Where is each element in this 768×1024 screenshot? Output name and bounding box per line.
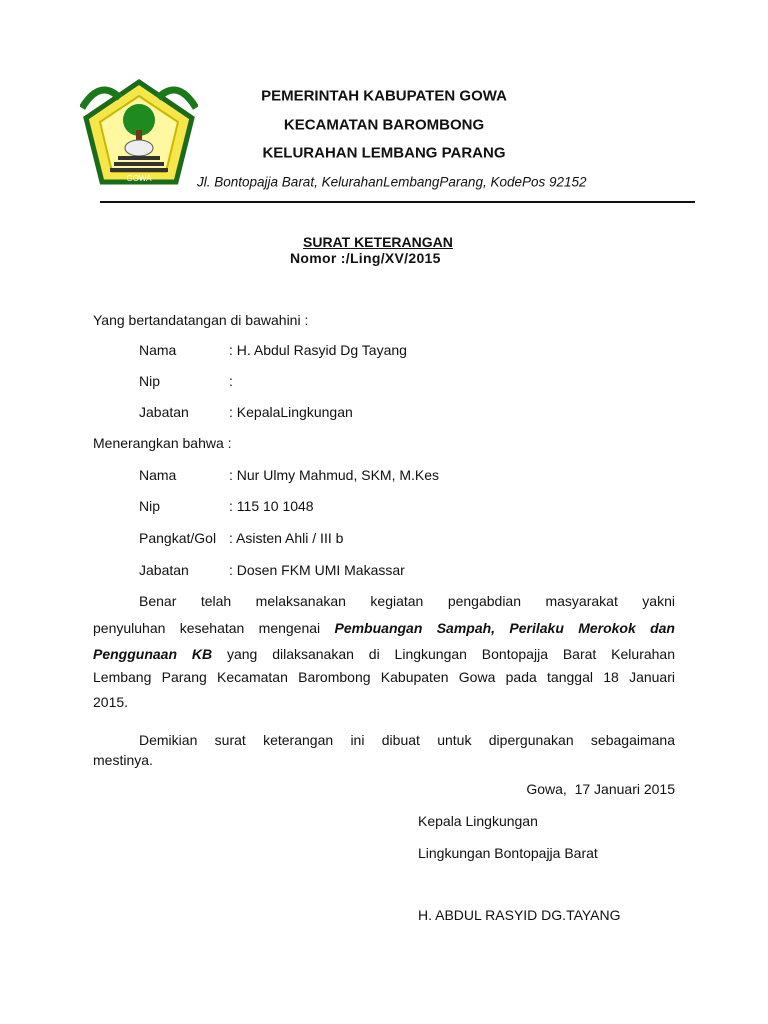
- header-government: PEMERINTAH KABUPATEN GOWA: [261, 87, 507, 105]
- signer-nip-label: Nip: [139, 373, 161, 389]
- subject-name-label: Nama: [139, 467, 177, 483]
- subject-nip-label: Nip: [139, 498, 161, 514]
- text: penyuluhan kesehatan mengenai: [93, 620, 335, 636]
- body-paragraph-line: Benar telah melaksanakan kegiatan pengabdian masyarakat yakni: [139, 593, 675, 609]
- closing-paragraph-line: mestinya.: [93, 752, 153, 768]
- subject-position-value: : Dosen FKM UMI Makassar: [229, 562, 405, 578]
- letter-title: SURAT KETERANGAN: [303, 234, 453, 250]
- signer-title: Kepala Lingkungan: [418, 813, 538, 829]
- svg-text:GOWA: GOWA: [126, 174, 152, 183]
- subject-name-value: : Nur Ulmy Mahmud, SKM, M.Kes: [229, 467, 440, 483]
- signer-name-label: Nama: [139, 342, 177, 358]
- intro-text: Yang bertandatangan di bawahini :: [93, 312, 309, 328]
- body-paragraph-line: [93, 646, 675, 662]
- header-address: Jl. Bontopajja Barat, KelurahanLembangParang, KodePos 92152: [197, 174, 587, 190]
- closing-paragraph-line: Demikian surat keterangan ini dibuat untuk dipergunakan sebagaimana: [139, 732, 675, 748]
- header-divider: [100, 201, 695, 203]
- body-paragraph-line: [93, 620, 675, 636]
- signer-name-value: : H. Abdul Rasyid Dg Tayang: [229, 342, 407, 358]
- subject-rank-label: Pangkat/Gol: [139, 530, 217, 546]
- subject-position-label: Jabatan: [139, 562, 189, 578]
- place-date: Gowa, 17 Januari 2015: [526, 781, 675, 797]
- signer-nip-value: :: [229, 373, 233, 389]
- signer-position-label: Jabatan: [139, 404, 189, 420]
- header-village: KELURAHAN LEMBANG PARANG: [262, 144, 506, 162]
- explains-text: Menerangkan bahwa :: [93, 435, 232, 451]
- header-district: KECAMATAN BAROMBONG: [283, 116, 485, 134]
- signer-name: H. ABDUL RASYID DG.TAYANG: [418, 907, 621, 923]
- emphasis-kb: Penggunaan KB: [93, 646, 213, 662]
- subject-nip-value: : 115 10 1048: [229, 498, 314, 514]
- letter-number: Nomor :/Ling/XV/2015: [290, 250, 441, 266]
- subject-rank-value: : Asisten Ahli / III b: [229, 530, 344, 546]
- signer-unit: Lingkungan Bontopajja Barat: [418, 845, 598, 861]
- text: yang dilaksanakan di Lingkungan Bontopajja Barat Kelurahan: [226, 646, 675, 662]
- signer-position-value: : KepalaLingkungan: [229, 404, 353, 420]
- body-paragraph-line: Lembang Parang Kecamatan Barombong Kabupaten Gowa pada tanggal 18 Januari: [93, 669, 675, 685]
- body-paragraph-line: 2015.: [93, 694, 129, 710]
- emphasis-topics: Pembuangan Sampah, Perilaku Merokok dan: [334, 620, 675, 636]
